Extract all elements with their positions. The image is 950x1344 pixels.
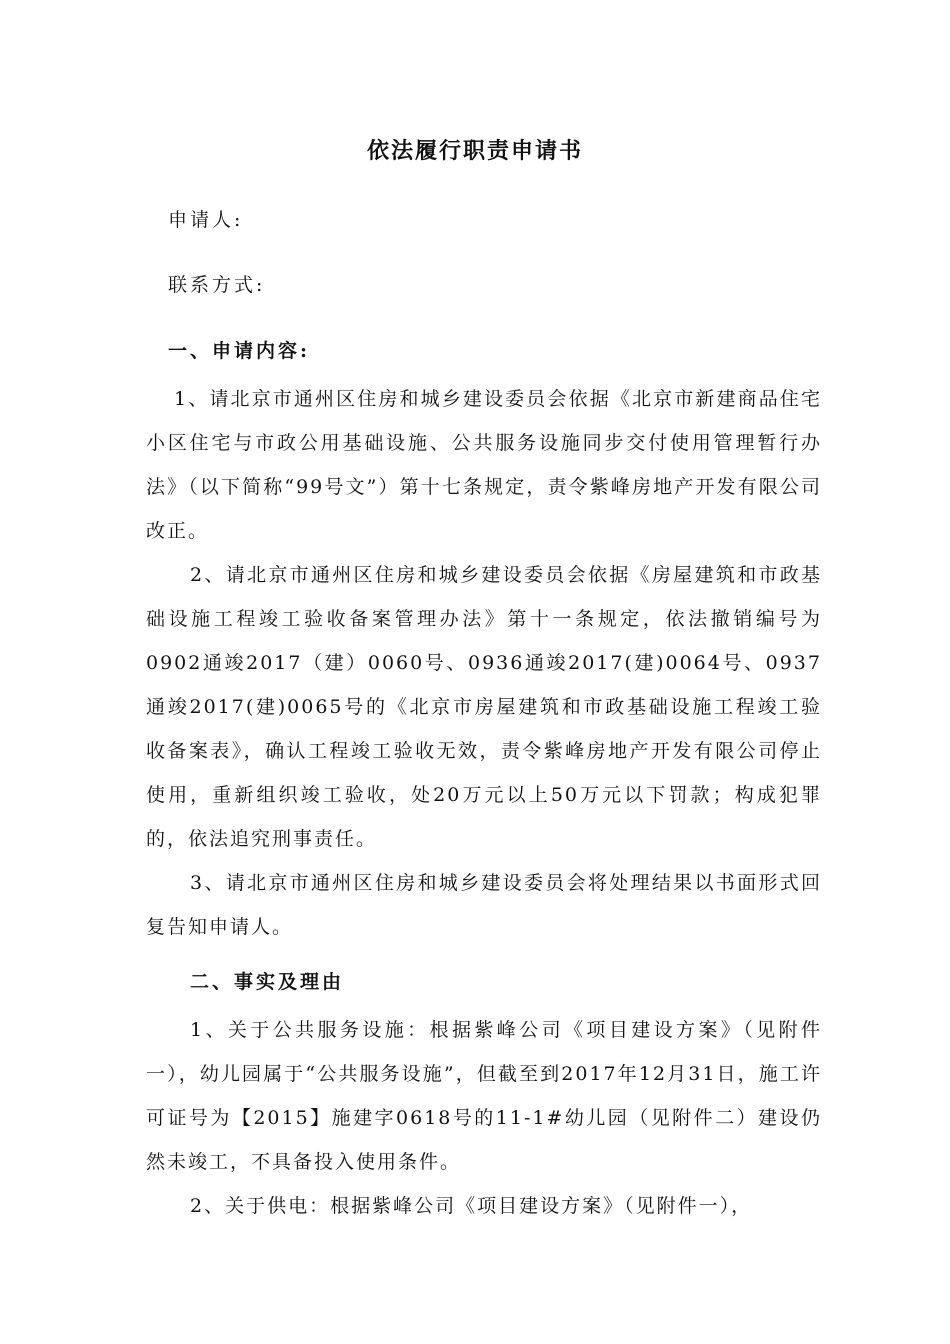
- request-item-1: 1、请北京市通州区住房和城乡建设委员会依据《北京市新建商品住宅小区住宅与市政公用基础设施、公共服务设施同步交付使用管理暂行办法》（以下简称“99号文”）第十七条规定，责令紫峰房地产开发有限公司改正。: [146, 388, 822, 542]
- request-item-3: 3、请北京市通州区住房和城乡建设委员会将处理结果以书面形式回复告知申请人。: [146, 872, 822, 938]
- section-heading-facts: 二、事实及理由: [190, 971, 345, 993]
- request-item-2: 2、请北京市通州区住房和城乡建设委员会依据《房屋建筑和市政基础设施工程竣工验收备案管理办法》第十一条规定，依法撤销编号为0902通竣2017（建）0060号、0936通竣2017(建)0064号、0937通竣2017(建)0065号的《北京市房屋建筑和市政基础设施工程竣工验收备案表》，确认工程竣工验收无效，责令紫峰房地产开发有限公司停止使用，重新组织竣工验收，处20万元以上50万元以下罚款；构成犯罪的，依法追究刑事责任。: [146, 564, 822, 850]
- applicant-label: 申请人:: [168, 209, 244, 231]
- section-heading-request: 一、申请内容:: [168, 340, 311, 362]
- fact-item-2: 2、关于供电：根据紫峰公司《项目建设方案》（见附件一），: [190, 1195, 753, 1217]
- fact-item-1: 1、关于公共服务设施：根据紫峰公司《项目建设方案》（见附件一），幼儿园属于“公共服务设施”，但截至到2017年12月31日，施工许可证号为【2015】施建字0618号的11-1#幼儿园（见附件二）建设仍然未竣工，不具备投入使用条件。: [146, 1019, 822, 1173]
- document-title: 依法履行职责申请书: [366, 138, 583, 164]
- contact-label: 联系方式:: [168, 274, 266, 296]
